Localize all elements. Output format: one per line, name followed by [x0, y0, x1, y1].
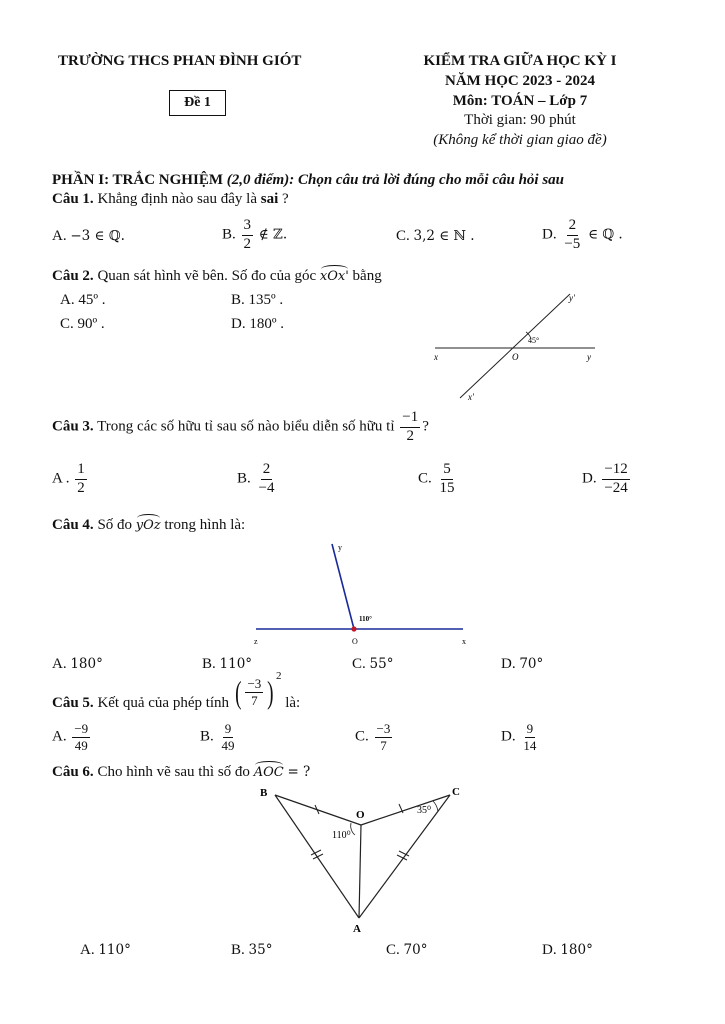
question-6	[52, 764, 310, 781]
q5-tail: là:	[285, 695, 301, 712]
q2-label-y-prime: y'	[569, 293, 575, 303]
q1-option-c[interactable]: C. 3,2 ∈ ℕ .	[396, 228, 475, 244]
school-year: NĂM HỌC 2023 - 2024	[445, 73, 595, 89]
q6-text: Cho hình vẽ sau thì số đo	[97, 764, 250, 780]
q5-exponent: 2	[275, 670, 282, 683]
q6-label-angle-c: 35⁰	[417, 805, 432, 816]
part1-instruction: Chọn câu trả lời đúng cho mỗi câu hỏi sau	[297, 172, 565, 188]
q6-angle: AOC	[253, 765, 284, 780]
q1-emph: sai	[260, 191, 279, 207]
duration: Thời gian: 90 phút	[464, 112, 576, 128]
time-note: (Không kể thời gian giao đề)	[433, 132, 607, 148]
q2-label-y: y	[587, 352, 591, 362]
q1-option-d[interactable]: D. $\frac{2}{-5}$ ∈ ℚ .	[542, 217, 623, 252]
q4-text: Số đo	[97, 517, 133, 533]
q4-label: Câu 4.	[52, 517, 94, 533]
q6-figure	[255, 783, 470, 938]
q4-option-c[interactable]: C. 55°	[352, 656, 394, 672]
q1-label: Câu 1.	[52, 191, 94, 207]
q5-text: Kết quả của phép tính	[97, 695, 230, 712]
q6-label-c: C	[452, 786, 460, 798]
question-5: Câu 5. Kết quả của phép tính ( $\frac{-3}{7}$ ) $^2$ là:	[52, 670, 301, 712]
part1-points: (2,0 điểm):	[226, 172, 295, 188]
q2-option-b[interactable]: B. 135º .	[231, 292, 284, 308]
q1-text: Khẳng định nào sau đây là	[97, 191, 257, 207]
q6-label-o: O	[356, 809, 365, 821]
q2-figure	[425, 288, 610, 403]
q4-label-z: z	[254, 637, 258, 646]
q6-label-b: B	[260, 787, 268, 799]
q2-label-o: O	[512, 352, 519, 362]
q6-label: Câu 6.	[52, 764, 94, 780]
q4-label-angle: 110°	[359, 615, 372, 623]
q2-text: Quan sát hình vẽ bên. Số đo của góc	[97, 268, 317, 284]
q4-label-o: O	[352, 637, 358, 646]
q2-angle: xOx'	[319, 269, 349, 284]
q1-b-fraction: $\frac{3}{2}$	[243, 217, 252, 252]
q5-fraction: $\frac{-3}{7}$	[247, 675, 262, 708]
q2-label-x: x	[434, 352, 438, 362]
part1-heading	[52, 172, 564, 189]
question-4	[52, 517, 245, 534]
q4-angle: yOz	[135, 518, 161, 533]
part1-title: PHẦN I: TRẮC NGHIỆM	[52, 172, 223, 188]
q4-label-x: x	[462, 637, 466, 646]
q6-label-a: A	[353, 923, 361, 935]
q6-label-angle-o: 110⁰	[332, 830, 351, 841]
q4-option-b[interactable]: B. 110°	[202, 656, 253, 672]
q2-label: Câu 2.	[52, 268, 94, 284]
q2-label-angle: 45°	[528, 336, 540, 345]
q2-option-d[interactable]: D. 180º .	[231, 316, 284, 332]
q6-option-a[interactable]: A. 110°	[80, 942, 131, 958]
q3-text: Trong các số hữu tỉ sau số nào biểu diễn số hữu tỉ	[97, 418, 395, 435]
school-name: TRƯỜNG THCS PHAN ĐÌNH GIÓT	[58, 53, 302, 69]
q2-tail: bằng	[352, 268, 382, 284]
exam-code: Đề 1	[184, 95, 211, 110]
question-1	[52, 191, 289, 208]
q3-option-b[interactable]: B. $\frac{2}{-4}$	[237, 461, 275, 496]
q4-vertex-dot	[351, 626, 356, 631]
q1-d-fraction: $\frac{2}{-5}$	[564, 217, 581, 252]
q3-fraction: $\frac{-1}{2}$	[402, 409, 419, 444]
question-3	[52, 410, 429, 445]
q3-label: Câu 3.	[52, 418, 94, 435]
q1-option-b[interactable]: B. $\frac{3}{2}$ ∉ ℤ.	[222, 217, 288, 252]
q4-figure	[248, 538, 478, 650]
q4-option-a[interactable]: A. 180°	[52, 656, 103, 672]
q6-tail: = ?	[287, 764, 311, 780]
q3-option-a[interactable]: A . $\frac{1}{2}$	[52, 461, 85, 496]
q2-option-a[interactable]: A. 45º .	[60, 292, 106, 308]
q3-option-c[interactable]: C. $\frac{5}{15}$	[418, 461, 455, 496]
q6-option-b[interactable]: B. 35°	[231, 942, 273, 958]
q6-option-d[interactable]: D. 180°	[542, 942, 593, 958]
q3-tail: ?	[422, 418, 429, 435]
q3-option-d[interactable]: D. $\frac{-12}{-24}$	[582, 461, 628, 496]
q4-option-d[interactable]: D. 70°	[501, 656, 544, 672]
q5-option-b[interactable]: B. $\frac{9}{49}$	[200, 721, 235, 753]
q5-option-c[interactable]: C. $\frac{-3}{7}$	[355, 721, 391, 753]
q4-tail: trong hình là:	[164, 517, 246, 533]
q5-option-a[interactable]: A. $\frac{-9}{49}$	[52, 721, 89, 753]
q2-option-c[interactable]: C. 90º .	[60, 316, 105, 332]
q2-label-x-prime: x'	[468, 392, 474, 402]
q5-label: Câu 5.	[52, 695, 94, 712]
q6-option-c[interactable]: C. 70°	[386, 942, 428, 958]
q5-option-d[interactable]: D. $\frac{9}{14}$	[501, 721, 537, 753]
exam-code-box	[169, 90, 226, 116]
q1-option-a[interactable]: A. −3 ∈ ℚ.	[52, 228, 125, 244]
exam-title: KIỂM TRA GIỮA HỌC KỲ I	[423, 53, 617, 69]
q1-tail: ?	[282, 191, 289, 207]
subject: Môn: TOÁN – Lớp 7	[452, 93, 588, 109]
q4-label-y: y	[338, 543, 342, 552]
question-2	[52, 268, 382, 285]
